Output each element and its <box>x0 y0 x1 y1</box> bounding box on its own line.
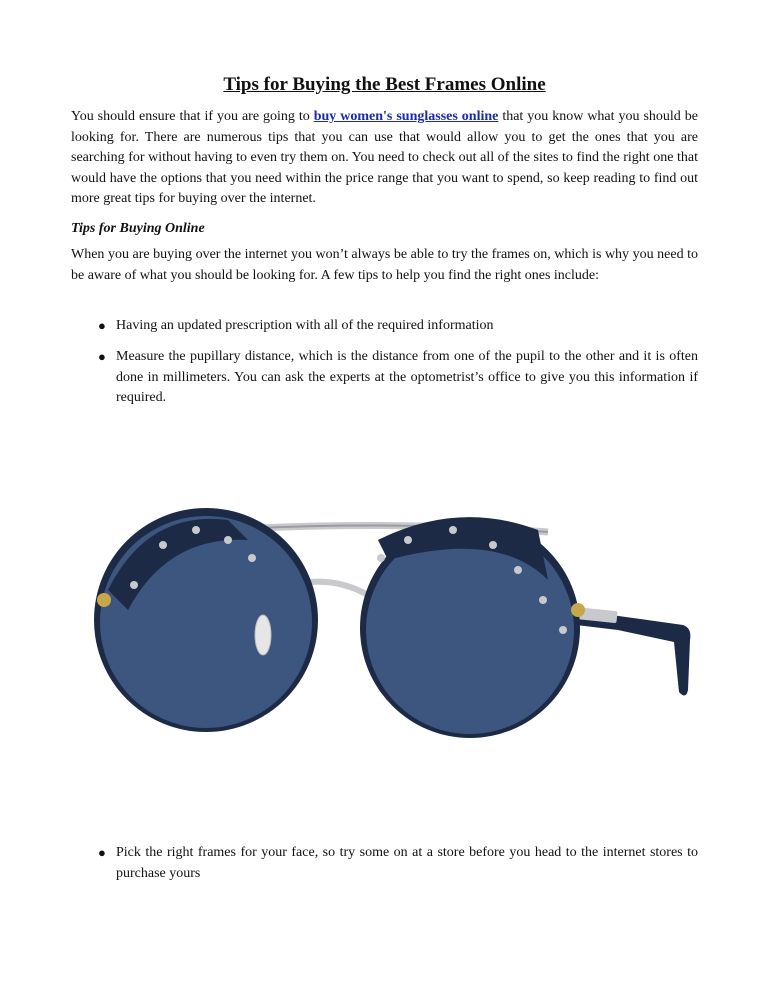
list-item <box>71 316 698 337</box>
list-item <box>71 347 698 409</box>
bullet-dot-icon: ● <box>98 349 106 364</box>
intro-text-after: that you know what you should be looking for. There are numerous tips that you can use that would allow you to get the ones that you are searching for without having to even try them on. You need to check out all of the sites to find the right one that would have the options that you need within the price range that you want to spend, so keep reading to find out more great tips for buying over the internet. <box>71 109 698 206</box>
bullet-dot-icon: ● <box>98 318 106 333</box>
body-paragraph: When you are buying over the internet you won’t always be able to try the frames on, which is why you need to be aware of what you should be looking for. A few tips to help you find the right ones include: <box>71 247 698 283</box>
bullet-text: Having an updated prescription with all of the required information <box>116 318 494 333</box>
bullet-list-3 <box>71 843 698 884</box>
round-sunglasses-icon <box>78 500 698 800</box>
intro-paragraph <box>71 107 698 210</box>
intro-text-before: You should ensure that if you are going to <box>71 109 314 124</box>
sunglasses-link[interactable]: buy women's sunglasses online <box>313 109 499 124</box>
section-subheading: Tips for Buying Online <box>71 221 205 236</box>
bullet-list-2 <box>71 347 698 409</box>
list-item <box>71 843 698 884</box>
bullet-text: Measure the pupillary distance, which is the distance from one of the pupil to the other and it is often done in millimeters. You can ask the experts at the optometrist’s office to give you this information if required. <box>116 349 698 405</box>
bullet-list-1 <box>71 316 698 337</box>
bullet-dot-icon: ● <box>98 845 106 860</box>
bullet-text: Pick the right frames for your face, so try some on at a store before you head to the internet stores to purchase yours <box>116 845 698 881</box>
page-title: Tips for Buying the Best Frames Online <box>223 74 546 95</box>
sunglasses-image <box>78 500 698 800</box>
